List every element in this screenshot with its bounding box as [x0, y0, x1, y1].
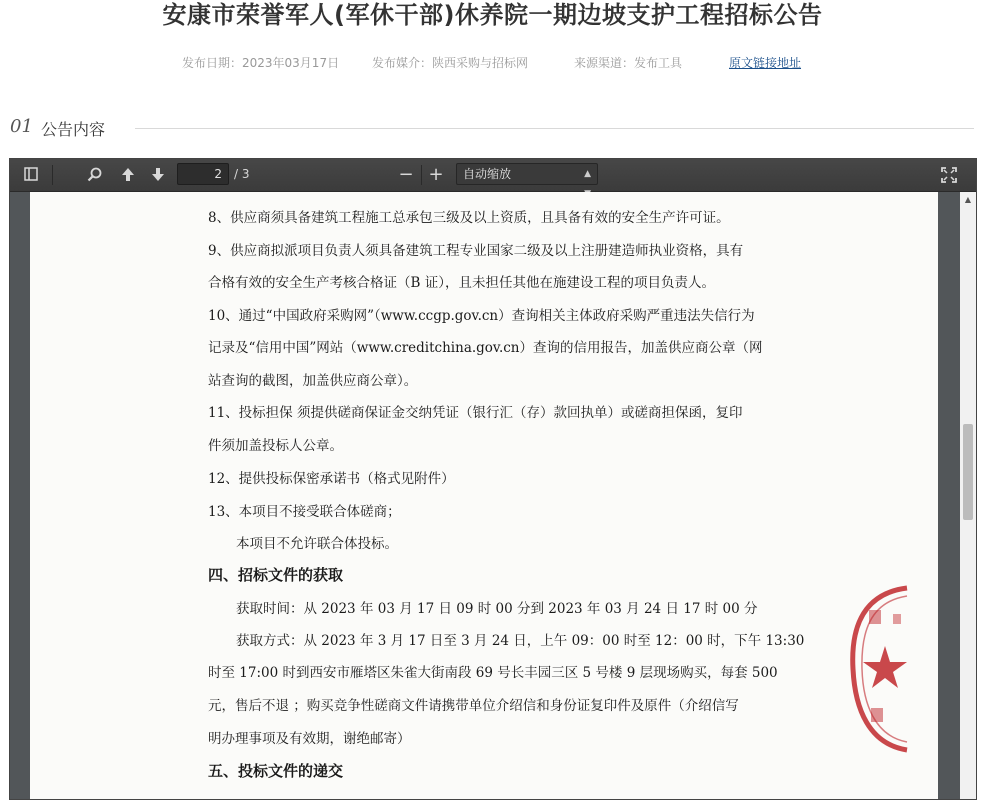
pdf-viewer	[9, 158, 977, 800]
section-number: 01	[10, 116, 33, 137]
previous-page-button[interactable]	[117, 163, 139, 187]
doc-line: 获取时间：从 2023 年 03 月 17 日 09 时 00 分到 2023 年 03 月 24 日 17 时 00 分	[236, 601, 758, 617]
doc-line: 明办理事项及有效期，谢绝邮寄）	[208, 731, 411, 747]
zoom-select[interactable]	[456, 163, 598, 185]
doc-line: 获取方式：从 2023 年 3 月 17 日至 3 月 24 日，上午 09：00 时至 12：00 时，下午 13:30	[236, 633, 805, 649]
doc-heading: 四、招标文件的获取	[208, 566, 344, 584]
arrow-up-icon	[121, 167, 135, 182]
scroll-up-icon[interactable]: ▲	[964, 195, 972, 204]
pdf-page	[30, 192, 938, 800]
select-arrow-icon: ▲	[584, 169, 591, 179]
doc-line: 9、供应商拟派项目负责人须具备建筑工程专业国家二级及以上注册建造师执业资格，具有	[208, 243, 744, 259]
sidebar-toggle-button[interactable]	[20, 163, 42, 187]
zoom-select-value: 自动缩放	[463, 167, 512, 181]
doc-line: 时至 17:00 时到西安市雁塔区朱雀大街南段 69 号长丰园三区 5 号楼 9 层现场购买，每套 500	[208, 665, 778, 681]
doc-line: 元，售后不退 ；购买竞争性磋商文件请携带单位介绍信和身份证复印件及原件（介绍信写	[208, 698, 739, 714]
zoom-out-button[interactable]: −	[398, 164, 414, 185]
doc-line: 合格有效的安全生产考核合格证（B 证），且未担任其他在施建设工程的项目负责人。	[208, 275, 715, 291]
arrow-down-icon	[151, 167, 165, 182]
section-label: 公告内容	[41, 120, 106, 139]
doc-line: 13、本项目不接受联合体磋商；	[208, 504, 401, 520]
search-icon	[87, 167, 102, 182]
page-count: / 3	[234, 167, 250, 181]
section-divider	[135, 128, 974, 129]
article-title: 安康市荣誉军人(军休干部)休养院一期边坡支护工程招标公告	[162, 1, 823, 29]
article-meta	[0, 54, 985, 72]
original-link[interactable]: 原文链接地址	[729, 56, 802, 70]
pdf-toolbar	[10, 159, 976, 192]
doc-line: 记录及“信用中国”网站（www.creditchina.gov.cn）查询的信用报告，加盖供应商公章（网	[208, 340, 763, 356]
page-number-input[interactable]: 2	[177, 163, 229, 185]
vertical-scrollbar[interactable]	[960, 192, 976, 800]
publish-source: 来源渠道：发布工具	[574, 56, 683, 70]
sidebar-icon	[24, 167, 38, 181]
doc-line: 件须加盖投标人公章。	[208, 438, 343, 454]
doc-line: 8、供应商须具备建筑工程施工总承包三级及以上资质，且具备有效的安全生产许可证。	[208, 210, 730, 226]
next-page-button[interactable]	[147, 163, 169, 187]
scrollbar-thumb[interactable]	[963, 424, 973, 520]
section-header	[10, 116, 974, 140]
publish-date: 发布日期：2023年03月17日	[182, 56, 340, 70]
presentation-mode-button[interactable]	[938, 163, 960, 187]
doc-line: 本项目不允许联合体投标。	[236, 536, 398, 552]
doc-heading: 五、投标文件的递交	[208, 762, 344, 780]
doc-line: 站查询的截图，加盖供应商公章）。	[208, 373, 418, 389]
doc-line: 10、通过“中国政府采购网”（www.ccgp.gov.cn）查询相关主体政府采购严重违法失信行为	[208, 308, 755, 324]
publish-media: 发布媒介：陕西采购与招标网	[372, 56, 529, 70]
doc-line: 12、提供投标保密承诺书（格式见附件）	[208, 471, 455, 487]
seal-stamp	[849, 584, 909, 754]
fullscreen-icon	[941, 167, 957, 183]
doc-line: 11、投标担保 须提供磋商保证金交纳凭证（银行汇（存）款回执单）或磋商担保函，复印	[208, 405, 743, 421]
find-button[interactable]	[83, 163, 105, 187]
zoom-in-button[interactable]: +	[428, 164, 444, 185]
